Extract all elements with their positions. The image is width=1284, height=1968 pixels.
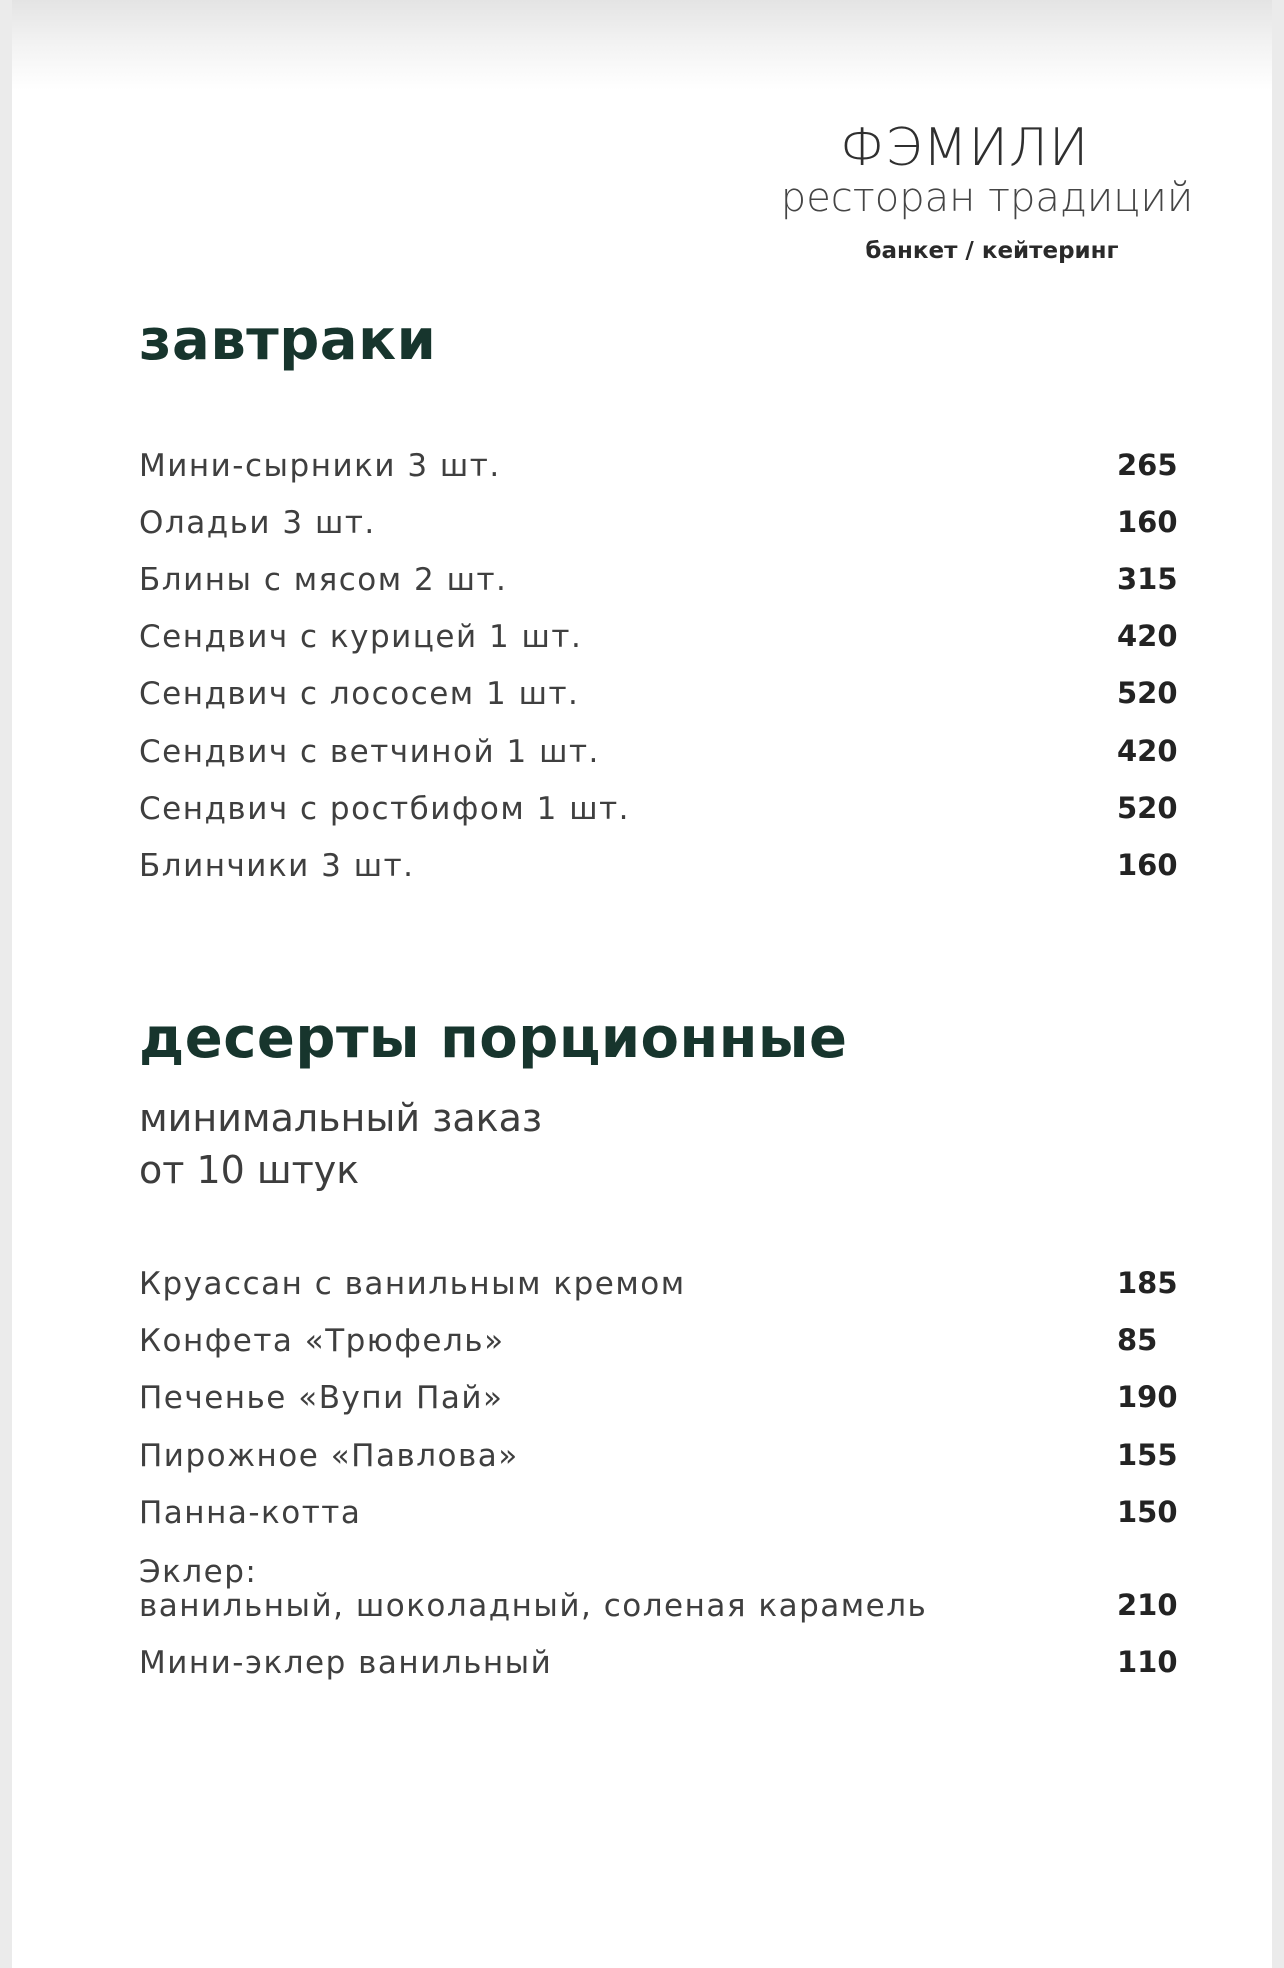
- item-price: 160: [1117, 505, 1178, 539]
- brand-block: [752, 118, 1222, 266]
- section-title-desserts: десерты порционные: [139, 1006, 848, 1071]
- item-name: Пирожное «Павлова»: [139, 1438, 519, 1474]
- item-price: 190: [1117, 1380, 1178, 1414]
- item-price: 160: [1117, 848, 1178, 882]
- item-name-detail: ванильный, шоколадный, соленая карамель: [139, 1588, 928, 1624]
- section-title-breakfast: завтраки: [139, 308, 437, 373]
- item-name: Блины с мясом 2 шт.: [139, 562, 508, 598]
- item-name: Блинчики 3 шт.: [139, 848, 415, 884]
- item-price: 520: [1117, 676, 1178, 710]
- item-price: 520: [1117, 791, 1178, 825]
- menu-page: [12, 0, 1272, 1968]
- item-name: Сендвич с курицей 1 шт.: [139, 619, 583, 655]
- item-price: 315: [1117, 562, 1178, 596]
- minimum-order-line: минимальный заказ: [139, 1096, 543, 1140]
- item-price: 420: [1117, 734, 1178, 768]
- item-price: 420: [1117, 619, 1178, 653]
- item-price: 265: [1117, 448, 1178, 482]
- item-name: Сендвич с ростбифом 1 шт.: [139, 791, 630, 827]
- item-name: Конфета «Трюфель»: [139, 1323, 505, 1359]
- item-price: 155: [1117, 1438, 1178, 1472]
- item-name: Мини-эклер ванильный: [139, 1645, 553, 1681]
- item-name: Сендвич с лососем 1 шт.: [139, 676, 580, 712]
- item-price: 150: [1117, 1495, 1178, 1529]
- item-name: Мини-сырники 3 шт.: [139, 448, 501, 484]
- service-type: банкет / кейтеринг: [865, 238, 1119, 264]
- item-name: Оладьи 3 шт.: [139, 505, 376, 541]
- item-name: Панна-котта: [139, 1495, 362, 1531]
- minimum-order-quantity: от 10 штук: [139, 1148, 360, 1192]
- restaurant-tagline: ресторан традиций: [780, 175, 1194, 221]
- item-price: 185: [1117, 1266, 1178, 1300]
- minimum-order-note: [139, 1092, 542, 1196]
- item-price: 85: [1117, 1323, 1158, 1357]
- item-name: Эклер:: [139, 1554, 258, 1590]
- item-name: Сендвич с ветчиной 1 шт.: [139, 734, 600, 770]
- top-shadow: [12, 0, 1272, 90]
- item-name: Печенье «Вупи Пай»: [139, 1380, 504, 1416]
- item-name: Круассан с ванильным кремом: [139, 1266, 686, 1302]
- item-price: 210: [1117, 1588, 1178, 1622]
- restaurant-name: ФЭМИЛИ: [839, 118, 1090, 178]
- item-price: 110: [1117, 1645, 1178, 1679]
